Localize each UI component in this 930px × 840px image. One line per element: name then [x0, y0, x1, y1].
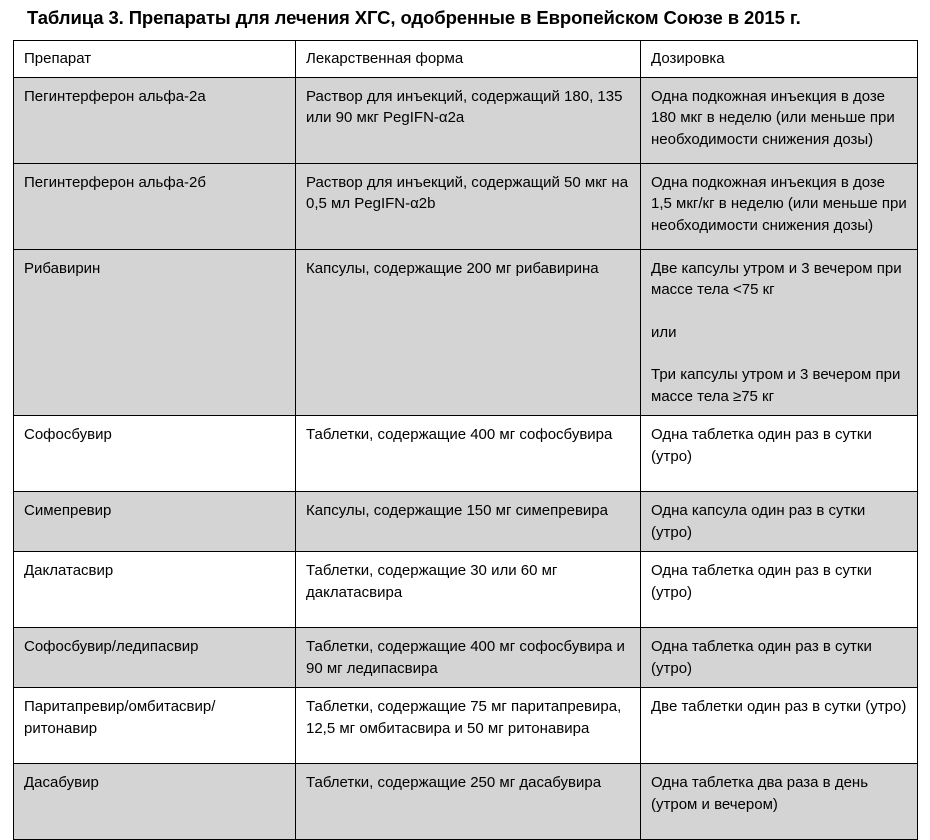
cell-drug-paragraph: Даклатасвир: [24, 562, 114, 579]
approved-drugs-table: [13, 40, 918, 840]
header-row: [14, 41, 918, 78]
cell-drug: [14, 492, 296, 552]
cell-dosage-paragraph: Две капсулы утром и 3 вечером при массе тела <75 кг: [651, 259, 902, 298]
cell-dosage: [641, 492, 918, 552]
cell-dosage: [641, 688, 918, 764]
cell-dosage: [641, 552, 918, 628]
table-row: [14, 764, 918, 840]
cell-dosage-paragraph: Одна подкожная инъекция в дозе 1,5 мкг/кг в неделю (или меньше при необходимости снижения дозы): [651, 173, 907, 234]
cell-dosage: [641, 416, 918, 492]
cell-dosage-paragraph: Две таблетки один раз в сутки (утро): [651, 698, 907, 715]
cell-dosage-paragraph: Одна таблетка один раз в сутки (утро): [651, 562, 872, 601]
cell-form: [296, 249, 641, 416]
cell-form-paragraph: Таблетки, содержащие 400 мг софосбувира и 90 мг ледипасвира: [306, 638, 625, 677]
cell-drug: [14, 552, 296, 628]
cell-form: [296, 416, 641, 492]
cell-drug-paragraph: Пегинтерферон альфа-2б: [24, 173, 206, 191]
column-header-form: Лекарственная форма: [296, 41, 641, 78]
cell-drug-paragraph: Софосбувир/ледипасвир: [24, 638, 199, 655]
cell-form-paragraph: Раствор для инъекций, содержащий 180, 135 или 90 мкг PegIFN-α2a: [306, 87, 623, 126]
cell-drug: [14, 628, 296, 688]
cell-drug-paragraph: Дасабувир: [24, 774, 99, 791]
table-row: [14, 688, 918, 764]
cell-dosage-paragraph: Одна подкожная инъекция в дозе 180 мкг в неделю (или меньше при необходимости снижения дозы): [651, 87, 895, 148]
cell-dosage-paragraph: Три капсулы утром и 3 вечером при массе тела ≥75 кг: [651, 366, 901, 405]
cell-form-paragraph: Таблетки, содержащие 75 мг паритапревира, 12,5 мг омбитасвира и 50 мг ритонавира: [306, 698, 622, 737]
cell-form: [296, 688, 641, 764]
cell-drug-paragraph: Рибавирин: [24, 259, 101, 277]
cell-drug-paragraph: Симепревир: [24, 502, 112, 519]
table-header: [14, 41, 918, 78]
cell-form-paragraph: Таблетки, содержащие 30 или 60 мг даклатасвира: [306, 562, 558, 601]
cell-drug: [14, 764, 296, 840]
cell-form: [296, 628, 641, 688]
cell-dosage-paragraph: Одна таблетка один раз в сутки (утро): [651, 426, 872, 465]
cell-dosage: [641, 764, 918, 840]
cell-form-paragraph: Таблетки, содержащие 400 мг софосбувира: [306, 426, 613, 443]
table-row: [14, 552, 918, 628]
cell-drug: [14, 163, 296, 249]
table-caption: Таблица 3. Препараты для лечения ХГС, одобренные в Европейском Союзе в 2015 г.: [27, 7, 801, 28]
table-row: [14, 77, 918, 163]
cell-drug-paragraph: Паритапревир/омбитасвир/ ритонавир: [24, 698, 216, 737]
cell-drug: [14, 77, 296, 163]
cell-drug: [14, 249, 296, 416]
cell-dosage-paragraph: Одна таблетка два раза в день (утром и вечером): [651, 774, 869, 813]
cell-drug-paragraph: Софосбувир: [24, 426, 112, 443]
cell-form-paragraph: Раствор для инъекций, содержащий 50 мкг на 0,5 мл PegIFN-α2b: [306, 173, 629, 212]
cell-dosage: [641, 163, 918, 249]
cell-form: [296, 492, 641, 552]
cell-form: [296, 764, 641, 840]
cell-dosage: [641, 249, 918, 416]
cell-form-paragraph: Капсулы, содержащие 200 мг рибавирина: [306, 259, 599, 277]
table-row: [14, 249, 918, 416]
table-row: [14, 416, 918, 492]
column-header-dosage: Дозировка: [641, 41, 918, 78]
cell-drug: [14, 416, 296, 492]
table-row: [14, 492, 918, 552]
cell-dosage-paragraph: Одна таблетка один раз в сутки (утро): [651, 638, 872, 677]
table-body: [14, 77, 918, 840]
cell-drug: [14, 688, 296, 764]
cell-form-paragraph: Капсулы, содержащие 150 мг симепревира: [306, 502, 608, 519]
table-row: [14, 163, 918, 249]
cell-form: [296, 77, 641, 163]
table-row: [14, 628, 918, 688]
column-header-drug: Препарат: [14, 41, 296, 78]
cell-form: [296, 163, 641, 249]
cell-dosage-paragraph: Одна капсула один раз в сутки (утро): [651, 502, 866, 541]
cell-dosage-paragraph: или: [651, 323, 677, 341]
cell-drug-paragraph: Пегинтерферон альфа-2a: [24, 87, 206, 105]
cell-form: [296, 552, 641, 628]
cell-form-paragraph: Таблетки, содержащие 250 мг дасабувира: [306, 774, 602, 791]
cell-dosage: [641, 77, 918, 163]
cell-dosage: [641, 628, 918, 688]
